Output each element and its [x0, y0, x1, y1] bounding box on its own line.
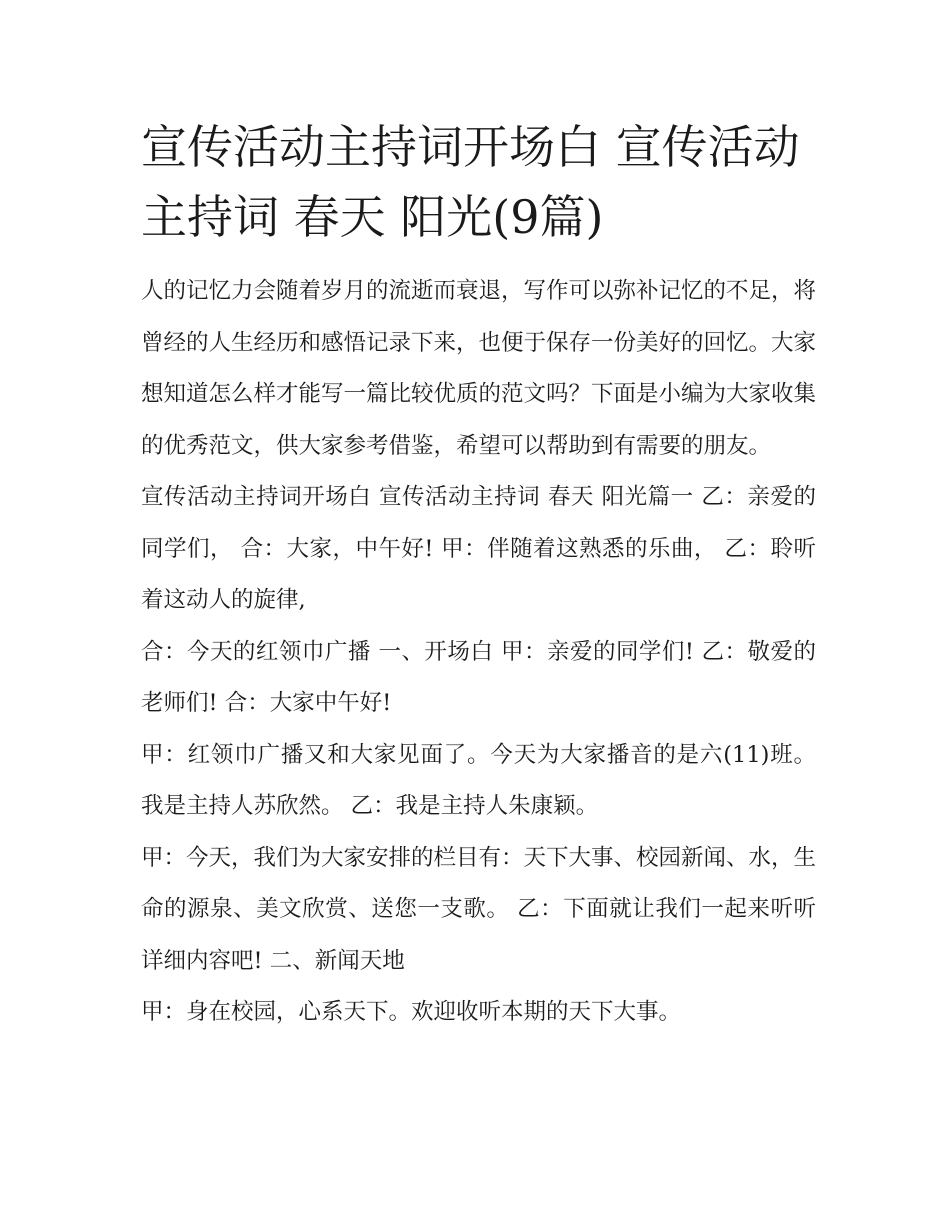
paragraph-news: 甲：身在校园，心系天下。欢迎收听本期的天下大事。: [141, 999, 682, 1025]
paragraph-program-list: 甲：今天，我们为大家安排的栏目有：天下大事、校园新闻、水，生命的源泉、美文欣赏、送您一支歌。 乙：下面就让我们一起来听听详细内容吧! 二、新闻天地: [141, 844, 817, 974]
document-content: [141, 112, 816, 1039]
document-title: 宣传活动主持词开场白 宣传活动主持词 春天 阳光(9篇): [141, 120, 800, 244]
paragraph-opening: 宣传活动主持词开场白 宣传活动主持词 春天 阳光篇一 乙：亲爱的同学们， 合：大家，中午好! 甲：伴随着这熟悉的乐曲， 乙：聆听着这动人的旋律,: [141, 484, 816, 613]
paragraph-greeting: 合：今天的红领巾广播 一、开场白 甲：亲爱的同学们! 乙：敬爱的老师们! 合：大家中午好!: [141, 638, 816, 716]
paragraph-host-intro: 甲：红领巾广播又和大家见面了。今天为大家播音的是六(11)班。我是主持人苏欣然。 乙：我是主持人朱康颖。: [141, 741, 816, 819]
paragraph-intro: 人的记忆力会随着岁月的流逝而衰退，写作可以弥补记忆的不足，将曾经的人生经历和感悟记录下来，也便于保存一份美好的回忆。大家想知道怎么样才能写一篇比较优质的范文吗？下面是小编为大家收集的优秀范文，供大家参考借鉴，希望可以帮助到有需要的朋友。: [141, 278, 817, 459]
